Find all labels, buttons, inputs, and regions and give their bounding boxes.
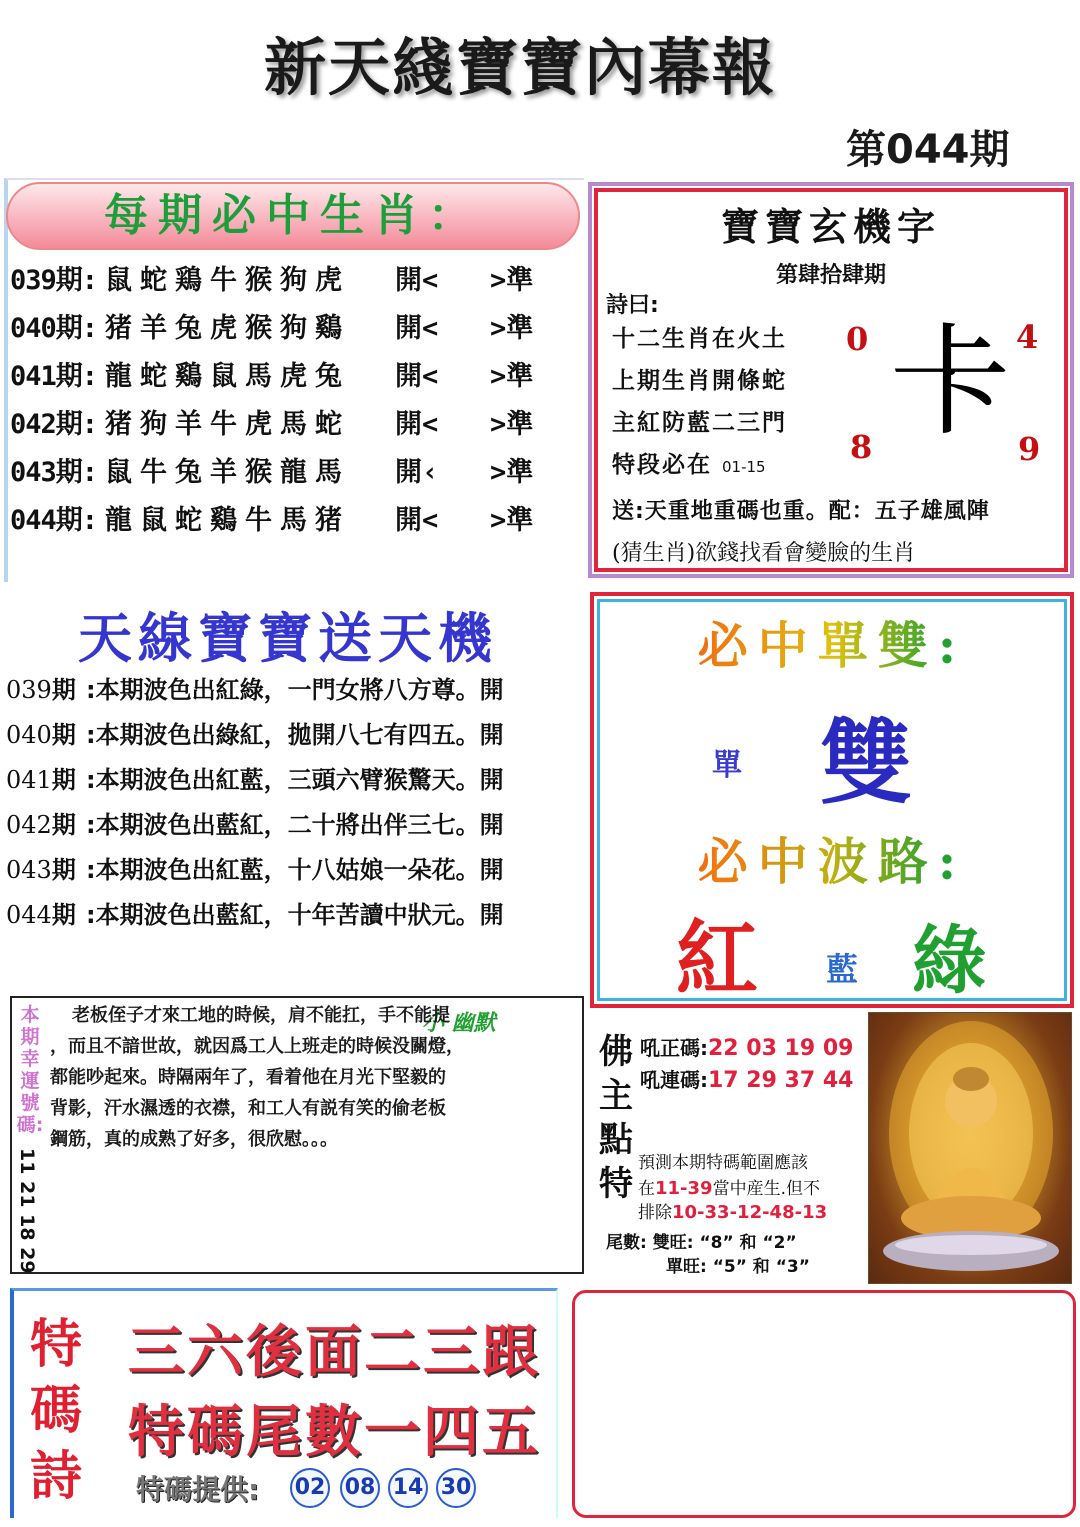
buddha-vertical-title: 佛主點特	[599, 1032, 633, 1204]
sky-row: 042期 :本期波色出藍紅，二十將出伴三七。開	[6, 811, 504, 839]
poem-line-2: 特碼尾數一四五	[128, 1399, 541, 1465]
number-ball: 30	[436, 1468, 476, 1508]
poem-line-1: 三六後面二三跟	[128, 1319, 541, 1385]
sky-row: 039期 :本期波色出紅綠，一門女將八方尊。開	[6, 676, 504, 704]
story-line: 都能吵起來。時隔兩年了，看着他在月光下堅毅的	[50, 1067, 446, 1088]
machine-title: 寶寶玄機字	[720, 204, 941, 249]
send-line: 送:天重地重碼也重。配：五子雄風陣	[612, 499, 990, 524]
sky-title: 天線寶寶送天機	[78, 606, 498, 670]
even-label: 雙	[820, 709, 913, 817]
predict-line: 排除10-33-12-48-13	[638, 1202, 828, 1223]
odd-label: 單	[712, 748, 742, 783]
tail-line: 單旺: “5” 和 “3”	[666, 1257, 810, 1277]
buddha-figure-icon	[869, 1013, 1072, 1284]
story-text	[50, 1000, 500, 1155]
poem-range: 01-15	[722, 458, 766, 476]
predict-line: 預測本期特碼範圍應該	[638, 1153, 808, 1173]
guess-line: (猜生肖)欲錢找看會變臉的生肖	[612, 541, 916, 566]
zodiac-row: 041期: 龍蛇鷄鼠馬虎兔 開< >準	[10, 361, 534, 392]
shout-line: 吼正碼:22 03 19 09	[640, 1036, 854, 1061]
link-line: 吼連碼:17 29 37 44	[640, 1068, 854, 1093]
zodiac-row: 040期: 猪羊兔虎猴狗鷄 開< >準	[10, 313, 534, 344]
machine-character: 卡	[890, 313, 1010, 452]
lucky-label: 本期幸運號碼:	[16, 1004, 44, 1136]
poem-vertical-title: 特碼詩	[29, 1314, 82, 1507]
wave-red: 紅	[676, 911, 759, 1007]
sky-row: 043期 :本期波色出紅藍，十八姑娘一朵花。開	[6, 856, 504, 884]
poem-line: 特段必在 01-15	[612, 452, 766, 478]
number-ball: 14	[388, 1468, 428, 1508]
poem-line: 主紅防藍二三門	[612, 410, 787, 436]
zodiac-row: 039期: 鼠蛇鶏牛猴狗虎 開< >準	[10, 265, 534, 296]
zodiac-title: 每期必中生肖：	[6, 182, 580, 250]
story-line: ，而且不諳世故，就因爲工人上班走的時候没關燈，	[50, 1036, 464, 1057]
number-ball: 08	[340, 1468, 380, 1508]
wave-green: 綠	[912, 918, 986, 1004]
humor-tag: 小 幽默	[422, 1010, 496, 1036]
lucky-numbers: 11 21 18 29	[16, 1148, 38, 1274]
story-line: 鋼筋，真的成熟了好多，很欣慰。。。	[50, 1129, 338, 1150]
story-line: 背影，汗水濕透的衣襟，和工人有説有笑的偷老板	[50, 1098, 446, 1119]
wave-blue: 藍	[826, 950, 859, 988]
machine-number: 8	[850, 428, 873, 466]
oddeven-title: 必中單雙:	[600, 606, 1064, 678]
wave-title: 必中波路:	[600, 822, 1064, 894]
provide-label: 特碼提供:	[136, 1473, 260, 1506]
predict-line: 在11-39當中産生.但不	[638, 1178, 820, 1199]
number-ball: 02	[290, 1468, 330, 1508]
zodiac-row: 044期: 龍鼠蛇鷄牛馬猪 開< >準	[10, 505, 534, 536]
zodiac-row: 042期: 猪狗羊牛虎馬蛇 開< >準	[10, 409, 534, 440]
machine-subtitle: 第肆拾肆期	[775, 263, 886, 288]
machine-number: 9	[1018, 430, 1041, 468]
tail-line: 尾數: 雙旺: “8” 和 “2”	[606, 1233, 797, 1253]
empty-box	[572, 1290, 1076, 1518]
sky-row: 040期 :本期波色出綠紅，拋開八七有四五。開	[6, 721, 504, 749]
sky-row: 044期 :本期波色出藍紅，十年苦讀中狀元。開	[6, 901, 504, 929]
story-line: 老板侄子才來工地的時候，肩不能扛，手不能提	[72, 1005, 450, 1026]
issue-number: 第044期	[846, 127, 1010, 173]
poem-line: 上期生肖開條蛇	[612, 368, 787, 394]
zodiac-row: 043期: 鼠牛兔羊猴龍馬 開‹ >準	[10, 457, 534, 488]
page-title: 新天綫寶寶內幕報	[263, 31, 776, 104]
buddha-image	[868, 1012, 1072, 1284]
poem-line: 十二生肖在火土	[612, 326, 787, 352]
sky-row: 041期 :本期波色出紅藍，三頭六臂猴驚天。開	[6, 766, 504, 794]
machine-number: 0	[846, 320, 869, 358]
poem-label: 詩曰:	[606, 293, 659, 318]
machine-number: 4	[1016, 318, 1039, 356]
